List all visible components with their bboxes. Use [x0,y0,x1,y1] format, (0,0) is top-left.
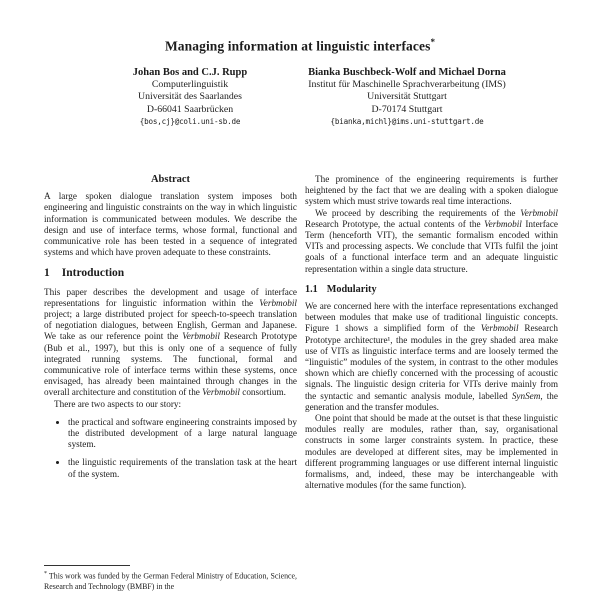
section-number: 1.1 [305,283,318,295]
right-paragraph-4: One point that should be made at the outset is that these linguistic modules really are modules, rather than, say, organisational constructs in some larger constraints system. In practice, these modules are developed at different sites, may be implemented in different programming languages or use different internal linguistic formalisms, and, indeed, these may be interchangeable with alternative modules (for the same function). [305,413,558,491]
bullet-list [44,417,297,480]
section-heading-introduction [44,268,297,279]
footnote-rule [44,565,130,566]
section-label: Introduction [61,267,125,280]
footnote-block [44,565,297,592]
bullet-item: • the linguistic requirements of the translation task at the heart of the system. [68,457,297,479]
bullet-item: • the practical and software engineering constraints imposed by the distributed development of a large natural language system. [68,417,297,451]
footnote-marker: * [44,571,47,577]
affiliation-line: Universität des Saarlandes [138,91,242,103]
right-paragraph-3: We are concerned here with the interface representations exchanged between modules that make use of traditional linguistic concepts. Figure 1 shows a simplified form of the Verbmobil Research Prototype architecture¹, the modules in the grey shaded area make use of VITs as linguistic interface terms and are loosely termed the “linguistic” modules of the system, in contrast to the other modules shown which are chiefly concerned with the processing of acoustic signals. The linguistic design criteria for VITs derive mainly from the syntactic and semantic analysis module, labelled SynSem, the generation and the transfer modules. [305,301,558,412]
footnote-text [44,569,297,592]
affiliation-line: D-70174 Stuttgart [371,103,443,115]
right-column [305,174,558,600]
affiliation-line: D-66041 Saarbrücken [146,103,234,115]
page-title-text: Managing information at linguistic interfaces [164,38,431,54]
author-email: {bianka,michl}@ims.uni-stuttgart.de [330,116,484,126]
title-footnote-marker: * [430,37,436,47]
intro-paragraph-2: There are two aspects to our story: [54,398,182,409]
affiliation-line: Computerlinguistik [151,79,229,90]
author-block-right [278,66,536,128]
left-column [44,174,297,600]
affiliation-line: Universität Stuttgart [367,91,447,103]
author-names: Johan Bos and C.J. Rupp [132,67,248,78]
author-names: Bianka Buschbeck-Wolf and Michael Dorna [308,67,506,78]
affiliation-line: Institut für Maschinelle Sprachverarbeitung (IMS) [308,79,506,90]
section-heading-modularity [305,284,558,295]
author-email: {bos,cj}@coli.uni-sb.de [139,116,241,126]
section-number: 1 [44,267,50,280]
intro-paragraph-1: This paper describes the development and usage of interface representations for linguistic information within the Verbmobil project; a large distributed project for speech-to-speech translation of negotiation dialogues, between English, German and Japanese. We take as our reference point the Verbmobil Research Prototype (Bub et al., 1997), but this is only one of a sequence of fully integrated running systems. The functional, formal and communicative role of interface terms within these systems, once envisaged, has already been maintained through changes in the overall architecture and constitution of the Verbmobil consortium. [44,286,297,398]
footnote-body: This work was funded by the German Federal Ministry of Education, Science, Research and Technology (BMBF) in the [44,571,297,591]
abstract-heading: Abstract [150,174,191,185]
abstract-text: A large spoken dialogue translation system imposes both engineering and linguistic constraints on the way in which linguistic information is communicated between modules. We describe the design and use of interface terms, whose formal, functional and communicative role has been tested in a sequence of integrated systems and which have proven adequate to these constraints. [44,191,297,258]
page-title [0,37,600,55]
right-paragraph-1: The prominence of the engineering requirements is further heightened by the fact that we are dealing with a spoken dialogue system which must strive towards real time interactions. [305,174,558,207]
section-label: Modularity [326,283,377,295]
right-paragraph-2: We proceed by describing the requirements of the Verbmobil Research Prototype, the actual contents of the Verbmobil Interface Term (henceforth VIT), the semantic formalism encoded within VITs and processing aspects. We conclude that VITs fulfil the joint goals of a functional interface term and an adequate linguistic representation within a single data structure. [305,207,558,274]
